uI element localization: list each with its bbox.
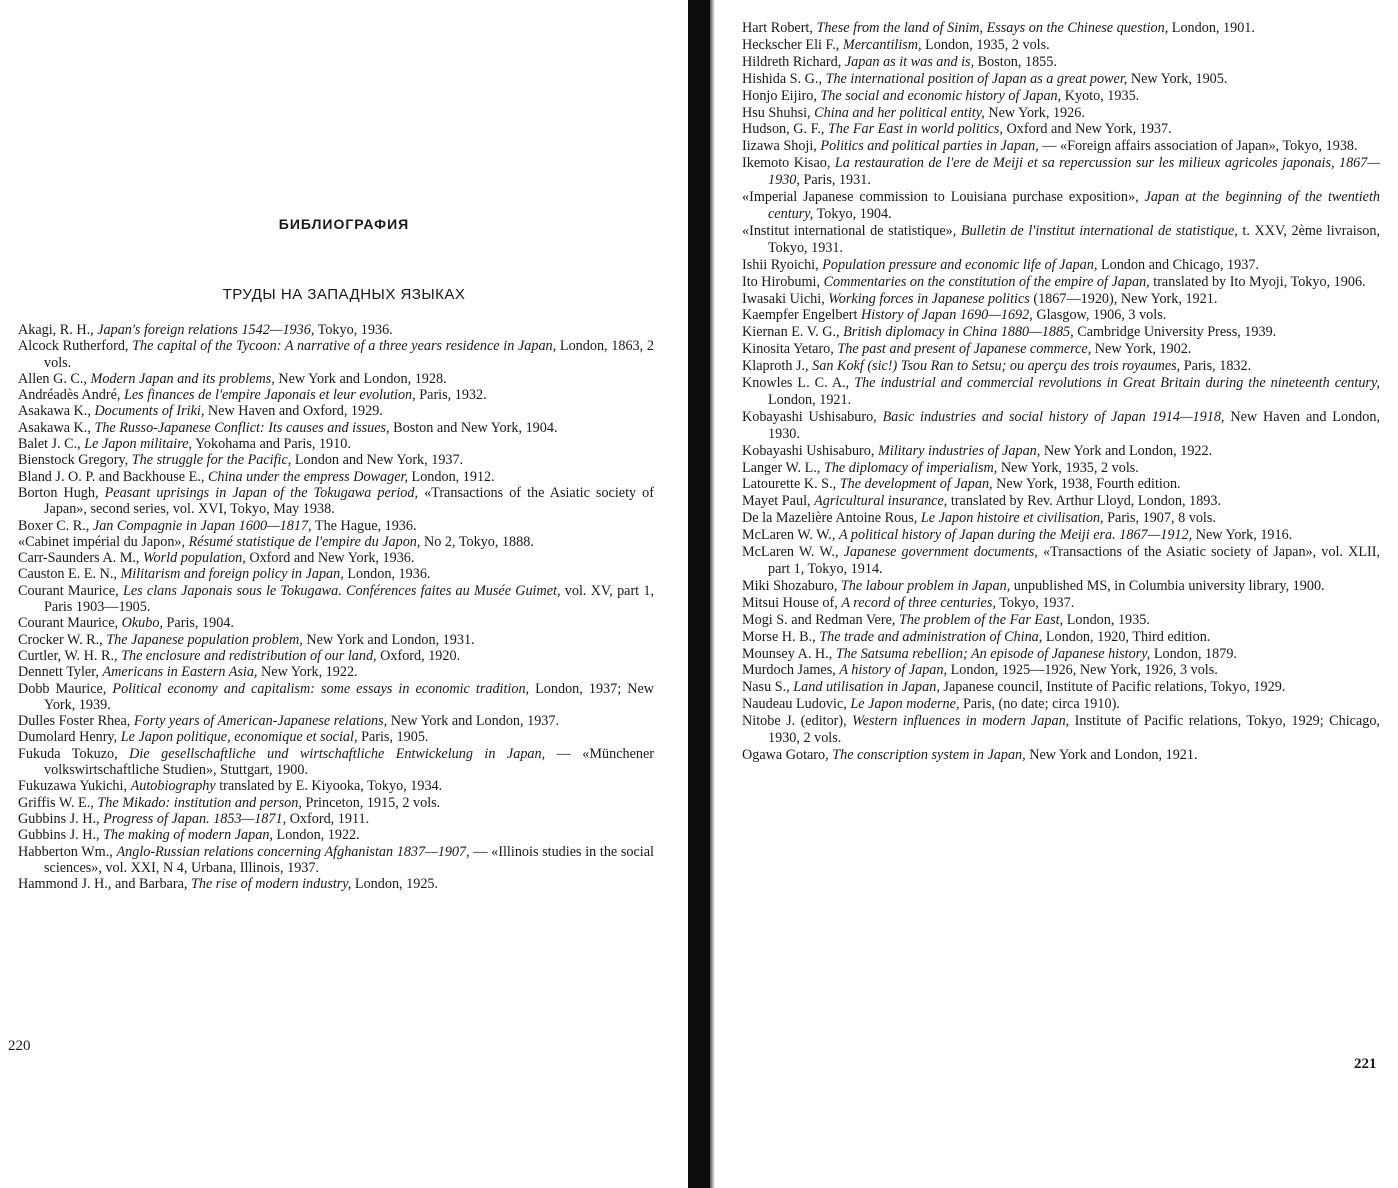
- entry-title: The Far East in world politics,: [827, 121, 1003, 138]
- entry-publication: New York, 1916.: [1192, 527, 1293, 544]
- entry-publication: Institute of Pacific relations, Tokyo, 1929; Chicago, 1930, 2 vols.: [768, 713, 1380, 747]
- entry-author: Klaproth J.,: [742, 358, 813, 375]
- bibliography-entry: [18, 681, 654, 714]
- entry-publication: unpublished MS, in Columbia university library, 1900.: [1010, 577, 1325, 594]
- bibliography-entry: [18, 827, 654, 843]
- entry-author: Hudson, G. F.,: [742, 121, 828, 138]
- entry-author: Dumolard Henry,: [18, 729, 121, 746]
- entry-title: Basic industries and social history of Japan 1914—1918,: [882, 408, 1225, 425]
- entry-publication: New York and London, 1921.: [1025, 746, 1198, 763]
- entry-author: Kobayashi Ushisaburo,: [742, 408, 883, 425]
- entry-publication: «Transactions of the Asiatic society of Japan», second series, vol. XVI, Tokyo, May 1938.: [44, 484, 654, 518]
- entry-author: Boxer C. R.,: [18, 517, 93, 534]
- entry-publication: Paris, 1931.: [799, 172, 871, 189]
- entry-author: Mitsui House of,: [742, 594, 842, 611]
- bibliography-entry: [18, 452, 654, 468]
- bibliography-entry: [18, 338, 654, 371]
- entry-author: Ito Hirobumi,: [742, 273, 824, 290]
- entry-title: Political economy and capitalism: some essays in economic tradition,: [112, 680, 530, 697]
- entry-title: China under the empress Dowager,: [207, 468, 408, 485]
- right-page-entries: [742, 20, 1380, 764]
- entry-title: The trade and administration of China,: [819, 628, 1043, 645]
- entry-author: Morse H. B.,: [742, 628, 820, 645]
- entry-title: World population,: [143, 550, 246, 567]
- bibliography-entry: [742, 257, 1380, 274]
- entry-publication: Boston, 1855.: [974, 53, 1057, 70]
- left-page-entries: [18, 322, 654, 892]
- entry-publication: translated by Ito Myoji, Tokyo, 1906.: [1149, 273, 1366, 290]
- entry-publication: New York, 1902.: [1091, 341, 1192, 358]
- entry-author: Gubbins J. H.,: [18, 827, 104, 844]
- bibliography-entry: [18, 583, 654, 616]
- bibliography-entry: [742, 54, 1380, 71]
- entry-publication: London, 1936.: [343, 566, 431, 583]
- entry-title: Die gesellschaftliche und wirtschaftliche Entwickelung in Japan,: [129, 745, 546, 762]
- entry-title: Le Japon militaire,: [84, 436, 193, 453]
- bibliography-entry: [18, 534, 654, 550]
- entry-publication: London, 1935.: [1063, 611, 1150, 628]
- entry-publication: — «Foreign affairs association of Japan», Tokyo, 1938.: [1038, 138, 1358, 155]
- entry-publication: New York, 1922.: [257, 664, 358, 681]
- entry-publication: Paris, 1904.: [163, 615, 234, 632]
- entry-publication: London, 1925.: [351, 876, 439, 893]
- bibliography-entry: [18, 403, 654, 419]
- bibliography-entry: [742, 37, 1380, 54]
- entry-title: The international position of Japan as a great power,: [825, 70, 1128, 87]
- entry-author: «Institut international de statistique»,: [742, 222, 961, 239]
- entry-author: Causton E. E. N.,: [18, 566, 121, 583]
- entry-author: Fukuzawa Yukichi,: [18, 778, 131, 795]
- entry-publication: Tokyo, 1936.: [314, 322, 393, 338]
- entry-publication: New York, 1935, 2 vols.: [997, 459, 1139, 476]
- entry-publication: translated by Rev. Arthur Lloyd, London, 1893.: [947, 493, 1222, 510]
- entry-author: Crocker W. R.,: [18, 631, 107, 648]
- entry-title: Land utilisation in Japan,: [793, 679, 940, 696]
- entry-author: Dulles Foster Rhea,: [18, 713, 134, 730]
- entry-author: Balet J. C.,: [18, 436, 85, 453]
- entry-publication: t. XXV, 2ème livraison, Tokyo, 1931.: [768, 222, 1380, 256]
- entry-title: Jan Compagnie in Japan 1600—1817,: [92, 517, 312, 534]
- entry-title: Anglo-Russian relations concerning Afghanistan 1837—1907,: [116, 843, 470, 860]
- entry-publication: London and Chicago, 1937.: [1097, 256, 1259, 273]
- bibliography-entry: [742, 510, 1380, 527]
- entry-author: Dennett Tyler,: [18, 664, 103, 681]
- bibliography-entry: [742, 612, 1380, 629]
- entry-publication: Tokyo, 1937.: [995, 594, 1075, 611]
- bibliography-entry: [742, 747, 1380, 764]
- bibliography-entry: [742, 121, 1380, 138]
- bibliography-entry: [742, 527, 1380, 544]
- entry-publication: London, 1912.: [408, 468, 495, 485]
- entry-author: Akagi, R. H.,: [18, 322, 98, 338]
- entry-title: China and her political entity,: [814, 104, 985, 121]
- entry-publication: Yokohama and Paris, 1910.: [192, 436, 351, 453]
- entry-author: Hart Robert,: [742, 20, 817, 36]
- entry-publication: London, 1935, 2 vols.: [921, 36, 1050, 53]
- entry-title: Le Japon histoire et civilisation,: [920, 510, 1104, 527]
- entry-publication: New York and London, 1937.: [387, 713, 560, 730]
- entry-title: Japan's foreign relations 1542—1936,: [97, 322, 315, 338]
- bibliography-entry: [742, 88, 1380, 105]
- entry-title: Americans in Eastern Asia,: [102, 664, 258, 681]
- entry-title: Forty years of American-Japanese relations,: [133, 713, 388, 730]
- entry-publication: London, 1901.: [1168, 20, 1255, 36]
- entry-publication: «Transactions of the Asiatic society of Japan», vol. XLII, part 1, Tokyo, 1914.: [768, 544, 1380, 577]
- entry-publication: vol. XV, part 1, Paris 1903—1905.: [44, 582, 654, 616]
- bibliography-entry: [742, 578, 1380, 595]
- entry-title: British diplomacy in China 1880—1885,: [843, 324, 1074, 341]
- gutter-shadow: [710, 0, 715, 1188]
- entry-title: The capital of the Tycoon: A narrative of a three years residence in Japan,: [132, 338, 557, 355]
- entry-publication: No 2, Tokyo, 1888.: [420, 533, 534, 550]
- entry-publication: New York and London, 1928.: [274, 370, 447, 387]
- right-page-number: 221: [1354, 1056, 1377, 1072]
- entry-publication: — «Münchener volkswirtschaftliche Studien», Stuttgart, 1900.: [44, 745, 654, 779]
- entry-author: Iwasaki Uichi,: [742, 290, 829, 307]
- entry-author: Curtler, W. H. R.,: [18, 647, 122, 664]
- entry-author: Iizawa Shoji,: [742, 138, 821, 155]
- entry-title: Military industries of Japan,: [877, 442, 1041, 459]
- entry-publication: London, 1920, Third edition.: [1042, 628, 1211, 645]
- entry-publication: Boston and New York, 1904.: [389, 419, 558, 436]
- entry-title: The making of modern Japan,: [103, 827, 273, 844]
- entry-author: Mounsey A. H.,: [742, 645, 836, 662]
- entry-title: Autobiography: [130, 778, 216, 795]
- entry-title: Japanese government documents,: [843, 544, 1038, 561]
- bibliography-entry: [742, 105, 1380, 122]
- entry-title: Résumé statistique de l'empire du Japon,: [188, 533, 421, 550]
- entry-title: Le Japon moderne,: [850, 696, 960, 713]
- entry-author: Heckscher Eli F.,: [742, 36, 843, 53]
- bibliography-entry: [742, 291, 1380, 308]
- entry-publication: Oxford and New York, 1937.: [1002, 121, 1172, 138]
- entry-author: Andréadès André,: [18, 387, 124, 404]
- bibliography-entry: [742, 223, 1380, 257]
- bibliography-entry: [742, 155, 1380, 189]
- entry-title: Peasant uprisings in Japan of the Tokugawa period,: [104, 484, 419, 501]
- entry-author: Griffis W. E.,: [18, 794, 98, 811]
- entry-title: Les finances de l'empire Japonais et leur evolution,: [123, 387, 416, 404]
- bibliography-entry: [18, 322, 654, 338]
- bibliography-entry: [742, 629, 1380, 646]
- entry-title: Le Japon politique, economique et social,: [120, 729, 358, 746]
- entry-publication: Paris, 1907, 8 vols.: [1103, 510, 1216, 527]
- entry-publication: London, 1921.: [768, 391, 852, 408]
- entry-publication: Kyoto, 1935.: [1061, 87, 1140, 104]
- entry-author: Kinosita Yetaro,: [742, 341, 838, 358]
- entry-title: Commentaries on the constitution of the empire of Japan,: [823, 273, 1150, 290]
- entry-author: Carr-Saunders A. M.,: [18, 550, 144, 567]
- entry-title: Japan as it was and is,: [844, 53, 975, 70]
- entry-author: Habberton Wm.,: [18, 843, 117, 860]
- entry-publication: The Hague, 1936.: [311, 517, 417, 534]
- entry-author: Bienstock Gregory,: [18, 452, 132, 469]
- bibliography-entry: [18, 371, 654, 387]
- entry-publication: New York and London, 1931.: [302, 631, 475, 648]
- entry-author: Courant Maurice,: [18, 582, 123, 599]
- bibliography-entry: [742, 274, 1380, 291]
- entry-title: The rise of modern industry,: [190, 876, 352, 893]
- entry-title: Documents of Iriki,: [94, 403, 205, 420]
- entry-publication: Tokyo, 1904.: [813, 205, 892, 222]
- section-subheading: ТРУДЫ НА ЗАПАДНЫХ ЯЗЫКАХ: [222, 286, 466, 303]
- entry-author: Latourette K. S.,: [742, 476, 840, 493]
- entry-author: De la Mazelière Antoine Rous,: [742, 510, 921, 527]
- bibliography-entry: [18, 746, 654, 779]
- bibliography-entry: [18, 778, 654, 794]
- entry-title: Politics and political parties in Japan,: [820, 138, 1039, 155]
- entry-author: Murdoch James,: [742, 662, 840, 679]
- entry-title: Western influences in modern Japan,: [852, 713, 1070, 730]
- entry-author: «Cabinet impérial du Japon»,: [18, 533, 189, 550]
- entry-title: Mercantilism,: [842, 36, 922, 53]
- entry-author: Mayet Paul,: [742, 493, 815, 510]
- entry-publication: New York and London, 1922.: [1040, 442, 1213, 459]
- entry-title: Okubo,: [121, 615, 163, 632]
- entry-author: Ishii Ryoichi,: [742, 256, 823, 273]
- entry-author: Honjo Eijiro,: [742, 87, 821, 104]
- bibliography-entry: [18, 550, 654, 566]
- entry-title: The Japanese population problem,: [106, 631, 303, 648]
- bibliography-entry: [18, 648, 654, 664]
- bibliography-entry: [18, 713, 654, 729]
- entry-title: The problem of the Far East,: [898, 611, 1064, 628]
- entry-author: Asakawa K.,: [18, 419, 95, 436]
- entry-publication: New York, 1926.: [984, 104, 1085, 121]
- entry-author: Alcock Rutherford,: [18, 338, 133, 355]
- entry-publication: translated by E. Kiyooka, Tokyo, 1934.: [215, 778, 443, 795]
- entry-author: Hishida S. G.,: [742, 70, 826, 87]
- entry-title: Les clans Japonais sous le Tokugawa. Conférences faites au Musée Guimet,: [122, 582, 561, 599]
- entry-author: Ogawa Gotaro,: [742, 746, 833, 763]
- bibliography-entry: [742, 20, 1380, 37]
- bibliography-entry: [742, 544, 1380, 578]
- entry-author: Hammond J. H., and Barbara,: [18, 876, 191, 893]
- bibliography-heading: БИБЛИОГРАФИЯ: [278, 216, 410, 232]
- entry-publication: New York, 1905.: [1127, 70, 1228, 87]
- entry-author: Kaempfer Engelbert: [742, 307, 861, 324]
- entry-author: Dobb Maurice,: [18, 680, 113, 697]
- entry-title: The development of Japan,: [839, 476, 993, 493]
- bibliography-entry: [742, 138, 1380, 155]
- entry-publication: Glasgow, 1906, 3 vols.: [1032, 307, 1167, 324]
- bibliography-entry: [18, 811, 654, 827]
- bibliography-entry: [18, 485, 654, 518]
- bibliography-entry: [742, 409, 1380, 443]
- bibliography-entry: [18, 436, 654, 452]
- entry-author: Ikemoto Kisao,: [742, 155, 835, 172]
- entry-title: A political history of Japan during the Meiji era. 1867—1912,: [838, 527, 1193, 544]
- bibliography-entry: [742, 696, 1380, 713]
- entry-title: The conscription system in Japan,: [832, 746, 1026, 763]
- entry-author: McLaren W. W.,: [742, 527, 839, 544]
- entry-author: Borton Hugh,: [18, 484, 105, 501]
- entry-author: Kobayashi Ushisaburo,: [742, 442, 878, 459]
- bibliography-entry: [18, 518, 654, 534]
- entry-title: The past and present of Japanese commerce,: [837, 341, 1092, 358]
- entry-publication: Cambridge University Press, 1939.: [1073, 324, 1277, 341]
- entry-author: Naudeau Ludovic,: [742, 696, 851, 713]
- entry-publication: Oxford and New York, 1936.: [245, 550, 415, 567]
- entry-title: The Russo-Japanese Conflict: Its causes and issues,: [94, 419, 390, 436]
- entry-publication: London, 1879.: [1150, 645, 1237, 662]
- entry-publication: London and New York, 1937.: [291, 452, 464, 469]
- entry-title: San Kokf (sic!) Tsou Ran to Setsu; ou aperçu des trois royaumes,: [812, 358, 1181, 375]
- bibliography-entry: [18, 876, 654, 892]
- entry-title: The industrial and commercial revolutions in Great Britain during the nineteenth century,: [854, 375, 1381, 392]
- entry-title: Modern Japan and its problems,: [90, 370, 275, 387]
- bibliography-entry: [18, 469, 654, 485]
- bibliography-entry: [742, 307, 1380, 324]
- entry-author: Hildreth Richard,: [742, 53, 845, 70]
- entry-author: Bland J. O. P. and Backhouse E.,: [18, 468, 208, 485]
- left-page-number: 220: [8, 1038, 31, 1054]
- entry-publication: Oxford, 1911.: [286, 810, 370, 827]
- entry-author: Nasu S.,: [742, 679, 794, 696]
- entry-title: Working forces in Japanese politics: [828, 290, 1030, 307]
- entry-author: Nitobe J. (editor),: [742, 713, 853, 730]
- bibliography-entry: [18, 795, 654, 811]
- entry-title: La restauration de l'ere de Meiji et sa repercussion sur les milieux agricoles japonais, 1867—1930,: [768, 155, 1380, 189]
- entry-publication: Paris, (no date; circa 1910).: [959, 696, 1120, 713]
- entry-author: Courant Maurice,: [18, 615, 122, 632]
- entry-author: Miki Shozaburo,: [742, 577, 841, 594]
- entry-author: Mogi S. and Redman Vere,: [742, 611, 899, 628]
- entry-title: Agricultural insurance,: [814, 493, 948, 510]
- entry-publication: New Haven and Oxford, 1929.: [204, 403, 383, 420]
- bibliography-entry: [742, 679, 1380, 696]
- bibliography-entry: [18, 420, 654, 436]
- entry-publication: New York, 1938, Fourth edition.: [992, 476, 1181, 493]
- bibliography-entry: [742, 595, 1380, 612]
- bibliography-entry: [742, 443, 1380, 460]
- entry-title: The Mikado: institution and person,: [97, 794, 302, 811]
- book-gutter: [688, 0, 710, 1188]
- bibliography-entry: [18, 729, 654, 745]
- entry-author: Hsu Shuhsi,: [742, 104, 815, 121]
- bibliography-entry: [18, 632, 654, 648]
- entry-title: Population pressure and economic life of Japan,: [822, 256, 1098, 273]
- bibliography-entry: [742, 646, 1380, 663]
- entry-publication: Princeton, 1915, 2 vols.: [301, 794, 441, 811]
- bibliography-entry: [742, 713, 1380, 747]
- bibliography-entry: [742, 375, 1380, 409]
- entry-title: Militarism and foreign policy in Japan,: [120, 566, 344, 583]
- entry-author: «Imperial Japanese commission to Louisiana purchase exposition»,: [742, 189, 1145, 206]
- entry-title: These from the land of Sinim, Essays on the Chinese question,: [816, 20, 1169, 36]
- entry-publication: — «Illinois studies in the social sciences», vol. XXI, N 4, Urbana, Illinois, 1937.: [44, 843, 654, 876]
- bibliography-entry: [742, 341, 1380, 358]
- entry-title: A history of Japan,: [839, 662, 948, 679]
- entry-title: The social and economic history of Japan,: [820, 87, 1062, 104]
- entry-author: Allen G. C.,: [18, 370, 91, 387]
- entry-author: Gubbins J. H.,: [18, 810, 104, 827]
- entry-publication: Paris, 1905.: [357, 729, 429, 746]
- bibliography-entry: [742, 476, 1380, 493]
- entry-publication: Oxford, 1920.: [376, 647, 461, 664]
- entry-title: The diplomacy of imperialism,: [823, 459, 998, 476]
- entry-author: Asakawa K.,: [18, 403, 95, 420]
- entry-title: History of Japan 1690—1692,: [860, 307, 1033, 324]
- bibliography-entry: [18, 566, 654, 582]
- bibliography-entry: [742, 189, 1380, 223]
- entry-title: The Satsuma rebellion; An episode of Japanese history,: [835, 645, 1151, 662]
- entry-author: Kiernan E. V. G.,: [742, 324, 844, 341]
- entry-publication: London, 1937; New York, 1939.: [44, 680, 654, 713]
- bibliography-entry: [18, 844, 654, 877]
- bibliography-entry: [742, 324, 1380, 341]
- entry-title: The enclosure and redistribution of our land,: [121, 647, 377, 664]
- entry-title: Progress of Japan. 1853—1871,: [103, 810, 287, 827]
- bibliography-entry: [18, 664, 654, 680]
- entry-publication: London, 1922.: [272, 827, 360, 844]
- entry-author: Knowles L. C. A.,: [742, 375, 855, 392]
- entry-publication: London, 1925—1926, New York, 1926, 3 vols.: [947, 662, 1218, 679]
- entry-publication: London, 1863, 2 vols.: [44, 338, 654, 371]
- bibliography-entry: [742, 71, 1380, 88]
- entry-publication: New Haven and London, 1930.: [768, 408, 1380, 442]
- entry-title: Japan at the beginning of the twentieth century,: [768, 189, 1381, 222]
- entry-title: Bulletin de l'institut international de statistique,: [960, 222, 1238, 239]
- entry-author: McLaren W. W.,: [742, 544, 844, 561]
- bibliography-entry: [742, 460, 1380, 477]
- entry-title: A record of three centuries,: [841, 594, 996, 611]
- bibliography-entry: [18, 387, 654, 403]
- entry-publication: (1867—1920), New York, 1921.: [1029, 290, 1218, 307]
- entry-publication: Japanese council, Institute of Pacific relations, Tokyo, 1929.: [939, 679, 1286, 696]
- bibliography-entry: [742, 662, 1380, 679]
- entry-publication: Paris, 1832.: [1180, 358, 1252, 375]
- entry-title: The labour problem in Japan,: [840, 577, 1011, 594]
- bibliography-entry: [742, 493, 1380, 510]
- entry-author: Fukuda Tokuzo,: [18, 745, 130, 762]
- entry-publication: Paris, 1932.: [415, 387, 487, 404]
- entry-title: The struggle for the Pacific,: [131, 452, 292, 469]
- entry-author: Langer W. L.,: [742, 459, 824, 476]
- bibliography-entry: [18, 615, 654, 631]
- bibliography-entry: [742, 358, 1380, 375]
